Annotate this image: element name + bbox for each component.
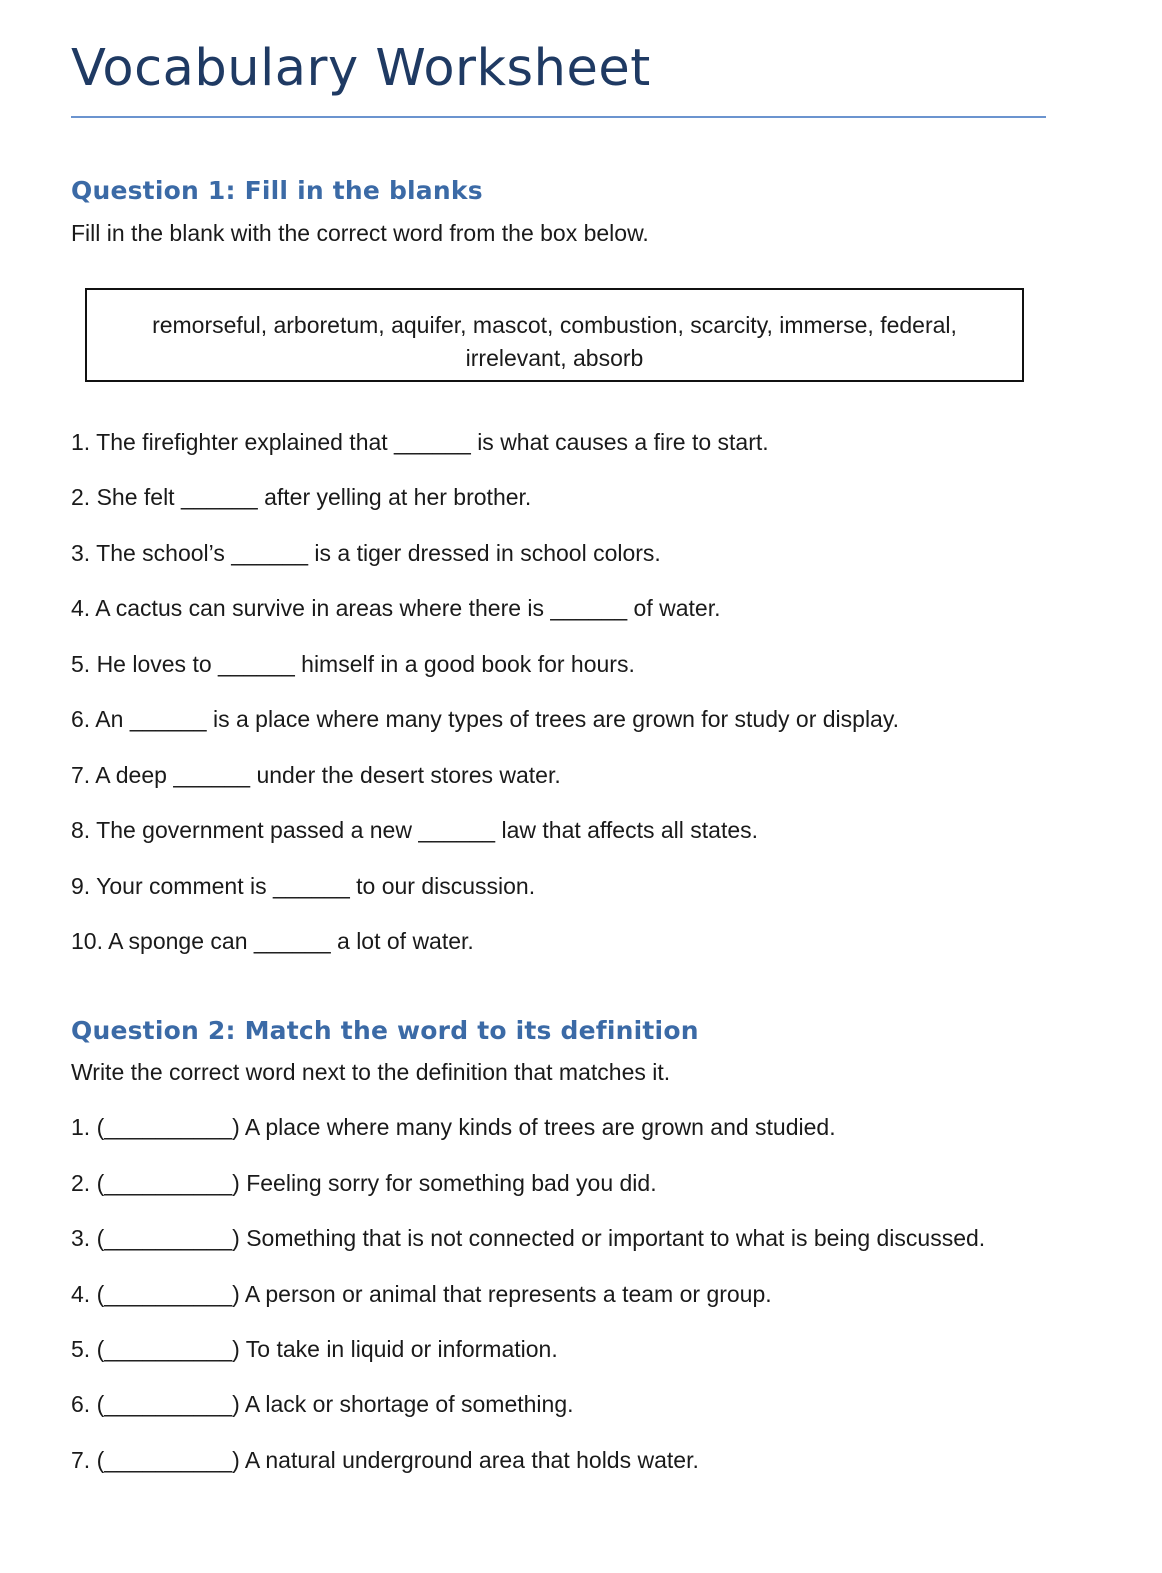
q1-item-3: 3. The school’s ______ is a tiger dressed in school colors. [71,540,661,566]
word-bank-line-1: remorseful, arboretum, aquifer, mascot, combustion, scarcity, immerse, federal, [152,312,957,338]
title-divider [71,116,1046,118]
q1-item-4: 4. A cactus can survive in areas where there is ______ of water. [71,595,721,621]
q2-item-7: 7. (__________) A natural underground area that holds water. [71,1447,699,1473]
q1-item-5: 5. He loves to ______ himself in a good book for hours. [71,651,635,677]
q1-item-10: 10. A sponge can ______ a lot of water. [71,928,474,954]
word-bank-line-2: irrelevant, absorb [465,345,644,371]
q2-item-4: 4. (__________) A person or animal that represents a team or group. [71,1281,772,1307]
q1-item-6: 6. An ______ is a place where many types of trees are grown for study or display. [71,706,900,732]
question1-instruction: Fill in the blank with the correct word from the box below. [71,220,649,246]
question1-heading: Question 1: Fill in the blanks [71,176,483,205]
q1-item-8: 8. The government passed a new ______ law that affects all states. [71,817,759,843]
q1-item-2: 2. She felt ______ after yelling at her brother. [71,484,532,510]
q1-item-9: 9. Your comment is ______ to our discussion. [71,873,536,899]
q2-item-2: 2. (__________) Feeling sorry for something bad you did. [71,1170,657,1196]
question2-heading: Question 2: Match the word to its definition [71,1016,699,1045]
q1-item-7: 7. A deep ______ under the desert stores water. [71,762,561,788]
page-title: Vocabulary Worksheet [71,39,651,98]
word-bank-box [85,288,1024,382]
q2-item-1: 1. (__________) A place where many kinds of trees are grown and studied. [71,1114,836,1140]
q2-item-6: 6. (__________) A lack or shortage of something. [71,1391,574,1417]
question2-instruction: Write the correct word next to the definition that matches it. [71,1059,671,1085]
q2-item-3: 3. (__________) Something that is not connected or important to what is being discussed. [71,1225,986,1251]
q2-item-5: 5. (__________) To take in liquid or information. [71,1336,558,1362]
q1-item-1: 1. The firefighter explained that ______ is what causes a fire to start. [71,429,769,455]
